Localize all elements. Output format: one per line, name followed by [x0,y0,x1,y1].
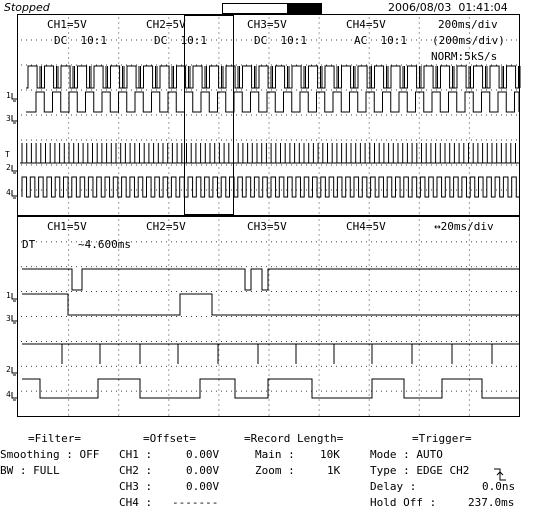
top-ch3-scale: CH3=5V [247,18,287,31]
top-ch2-marker: 2 [6,163,11,172]
zoom-ch3-waveform [22,294,519,315]
trigger-delay-label: Delay : [370,480,417,493]
zoom-ch2-marker: 2 [6,365,11,374]
ground-marker-icon [12,392,17,400]
top-ch3-marker: 3 [6,114,11,123]
trigger-holdoff-value: 237.0ms [468,496,515,509]
top-grid [21,18,517,213]
ground-marker-icon [12,367,17,375]
record-zoom-value: 1K [327,464,341,477]
zoom-ch4-scale: CH4=5V [346,220,386,233]
offset-ch2-value: 0.00V [186,464,220,477]
record-length-title: =Record Length= [244,432,344,445]
offset-ch1-label: CH1 : [119,448,153,461]
dt-label: DT [22,238,36,251]
top-ch4-waveform [22,177,519,197]
trigger-type: Type : EDGE CH2 [370,464,470,477]
ground-marker-icon [12,93,17,101]
offset-ch1-value: 0.00V [186,448,220,461]
top-ch1-coupling: DC 10:1 [54,34,107,47]
offset-ch3-label: CH3 : [119,480,153,493]
bandwidth-setting: BW : FULL [0,464,60,477]
offset-ch4-label: CH4 : [119,496,153,509]
ground-marker-icon [12,190,17,198]
top-timebase-secondary: (200ms/div) [432,34,505,47]
zoom-timebase: ↔20ms/div [434,220,494,233]
top-ch3-coupling: DC 10:1 [254,34,307,47]
dt-value: ~4.600ms [78,238,131,251]
zoom-ch1-scale: CH1=5V [47,220,87,233]
top-timebase: 200ms/div [438,18,498,31]
trigger-holdoff-label: Hold Off : [370,496,437,509]
top-ch4-coupling: AC 10:1 [354,34,407,47]
zoom-ch4-waveform [22,379,519,398]
offset-ch3-value: 0.00V [186,480,220,493]
zoom-ch2-scale: CH2=5V [146,220,186,233]
zoom-ch4-marker: 4 [6,390,11,399]
top-ch3-waveform [26,92,519,112]
top-ch1-pulses [40,66,520,88]
record-main-value: 10K [320,448,340,461]
top-sample-rate: NORM:5kS/s [431,50,498,63]
ground-marker-icon [12,315,17,323]
date-time: 2006/08/03 01:41:04 [388,1,508,14]
record-zoom-label: Zoom : [255,464,295,477]
zoom-ch1-waveform [22,269,519,290]
top-ch4-scale: CH4=5V [346,18,386,31]
ground-marker-icon [12,115,17,123]
trigger-delay-value: 0.0ns [482,480,516,493]
smoothing-setting: Smoothing : OFF [0,448,100,461]
top-ch2-scale: CH2=5V [146,18,186,31]
top-trigger-marker: T [5,150,10,159]
status-label: Stopped [4,1,50,14]
offset-ch4-value: ------- [172,496,219,509]
ground-marker-icon [12,293,17,301]
offset-title: =Offset= [143,432,196,445]
zoom-ch3-marker: 3 [6,314,11,323]
ground-marker-icon [12,165,17,173]
trigger-mode: Mode : AUTO [370,448,443,461]
offset-ch2-label: CH2 : [119,464,153,477]
top-ch2-coupling: DC 10:1 [154,34,207,47]
top-ch1-scale: CH1=5V [47,18,87,31]
zoom-grid [21,220,517,415]
zoom-ch3-scale: CH3=5V [247,220,287,233]
zoom-ch1-marker: 1 [6,291,11,300]
record-main-label: Main : [255,448,295,461]
trigger-title: =Trigger= [412,432,472,445]
top-ch4-marker: 4 [6,188,11,197]
zoom-ch2-waveform [22,344,519,364]
filter-title: =Filter= [28,432,81,445]
top-ch1-marker: 1 [6,91,11,100]
